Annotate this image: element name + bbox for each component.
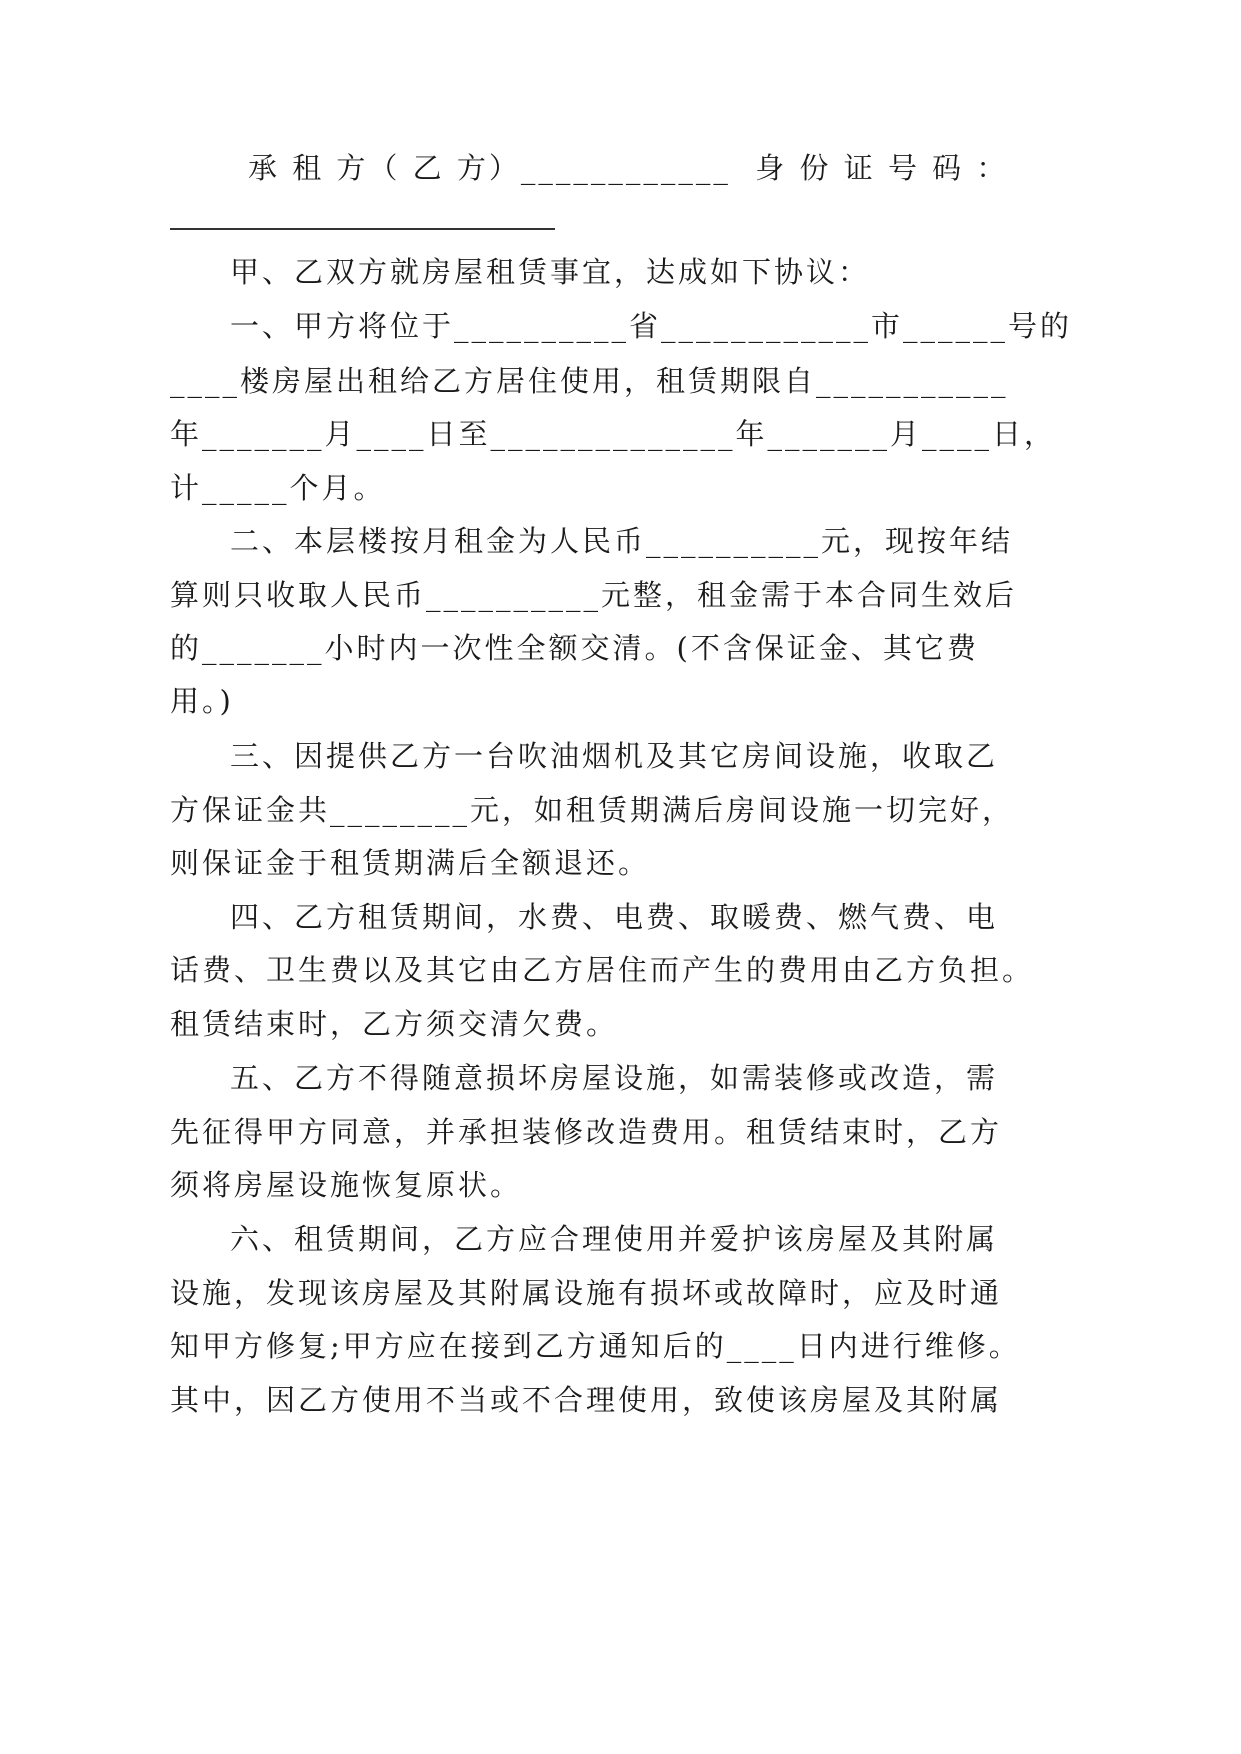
clause-5-line-3: 须将房屋设施恢复原状。 <box>170 1168 523 1202</box>
clause-1-line-3: 年_______月____日至______________年_______月____日， <box>170 417 1057 451</box>
clause-3-line-1: 三、因提供乙方一台吹油烟机及其它房间设施，收取乙 <box>230 739 999 773</box>
clause-6-line-4: 其中，因乙方使用不当或不合理使用，致使该房屋及其附属 <box>170 1383 1003 1417</box>
clause-4-line-3: 租赁结束时，乙方须交清欠费。 <box>170 1007 619 1041</box>
clause-3-line-2: 方保证金共________元，如租赁期满后房间设施一切完好， <box>170 793 1015 827</box>
agreement-intro: 甲、乙双方就房屋租赁事宜，达成如下协议： <box>230 255 871 289</box>
clause-1-line-2: ____楼房屋出租给乙方居住使用，租赁期限自___________ <box>170 364 1009 398</box>
clause-2-line-1: 二、本层楼按月租金为人民币__________元，现按年结 <box>230 524 1014 558</box>
clause-3-line-3: 则保证金于租赁期满后全额退还。 <box>170 846 651 880</box>
id-number-blank <box>170 228 555 230</box>
tenant-line: 承 租 方（ 乙 方）____________ 身 份 证 号 码 ： <box>248 151 1009 185</box>
clause-2-line-4: 用。) <box>170 684 234 718</box>
clause-6-line-1: 六、租赁期间，乙方应合理使用并爱护该房屋及其附属 <box>230 1222 999 1256</box>
clause-2-line-3: 的_______小时内一次性全额交清。(不含保证金、其它费 <box>170 631 979 665</box>
clause-1-line-4: 计_____个月。 <box>170 471 386 505</box>
clause-1-line-1: 一、甲方将位于__________省____________市______号的 <box>230 309 1073 343</box>
clause-2-line-2: 算则只收取人民币__________元整，租金需于本合同生效后 <box>170 578 1018 612</box>
clause-4-line-2: 话费、卫生费以及其它由乙方居住而产生的费用由乙方负担。 <box>170 953 1035 987</box>
clause-6-line-3: 知甲方修复;甲方应在接到乙方通知后的____日内进行维修。 <box>170 1329 1021 1363</box>
clause-4-line-1: 四、乙方租赁期间，水费、电费、取暖费、燃气费、电 <box>230 900 999 934</box>
clause-6-line-2: 设施，发现该房屋及其附属设施有损坏或故障时，应及时通 <box>170 1276 1003 1310</box>
clause-5-line-1: 五、乙方不得随意损坏房屋设施，如需装修或改造，需 <box>230 1061 999 1095</box>
clause-5-line-2: 先征得甲方同意，并承担装修改造费用。租赁结束时，乙方 <box>170 1115 1003 1149</box>
